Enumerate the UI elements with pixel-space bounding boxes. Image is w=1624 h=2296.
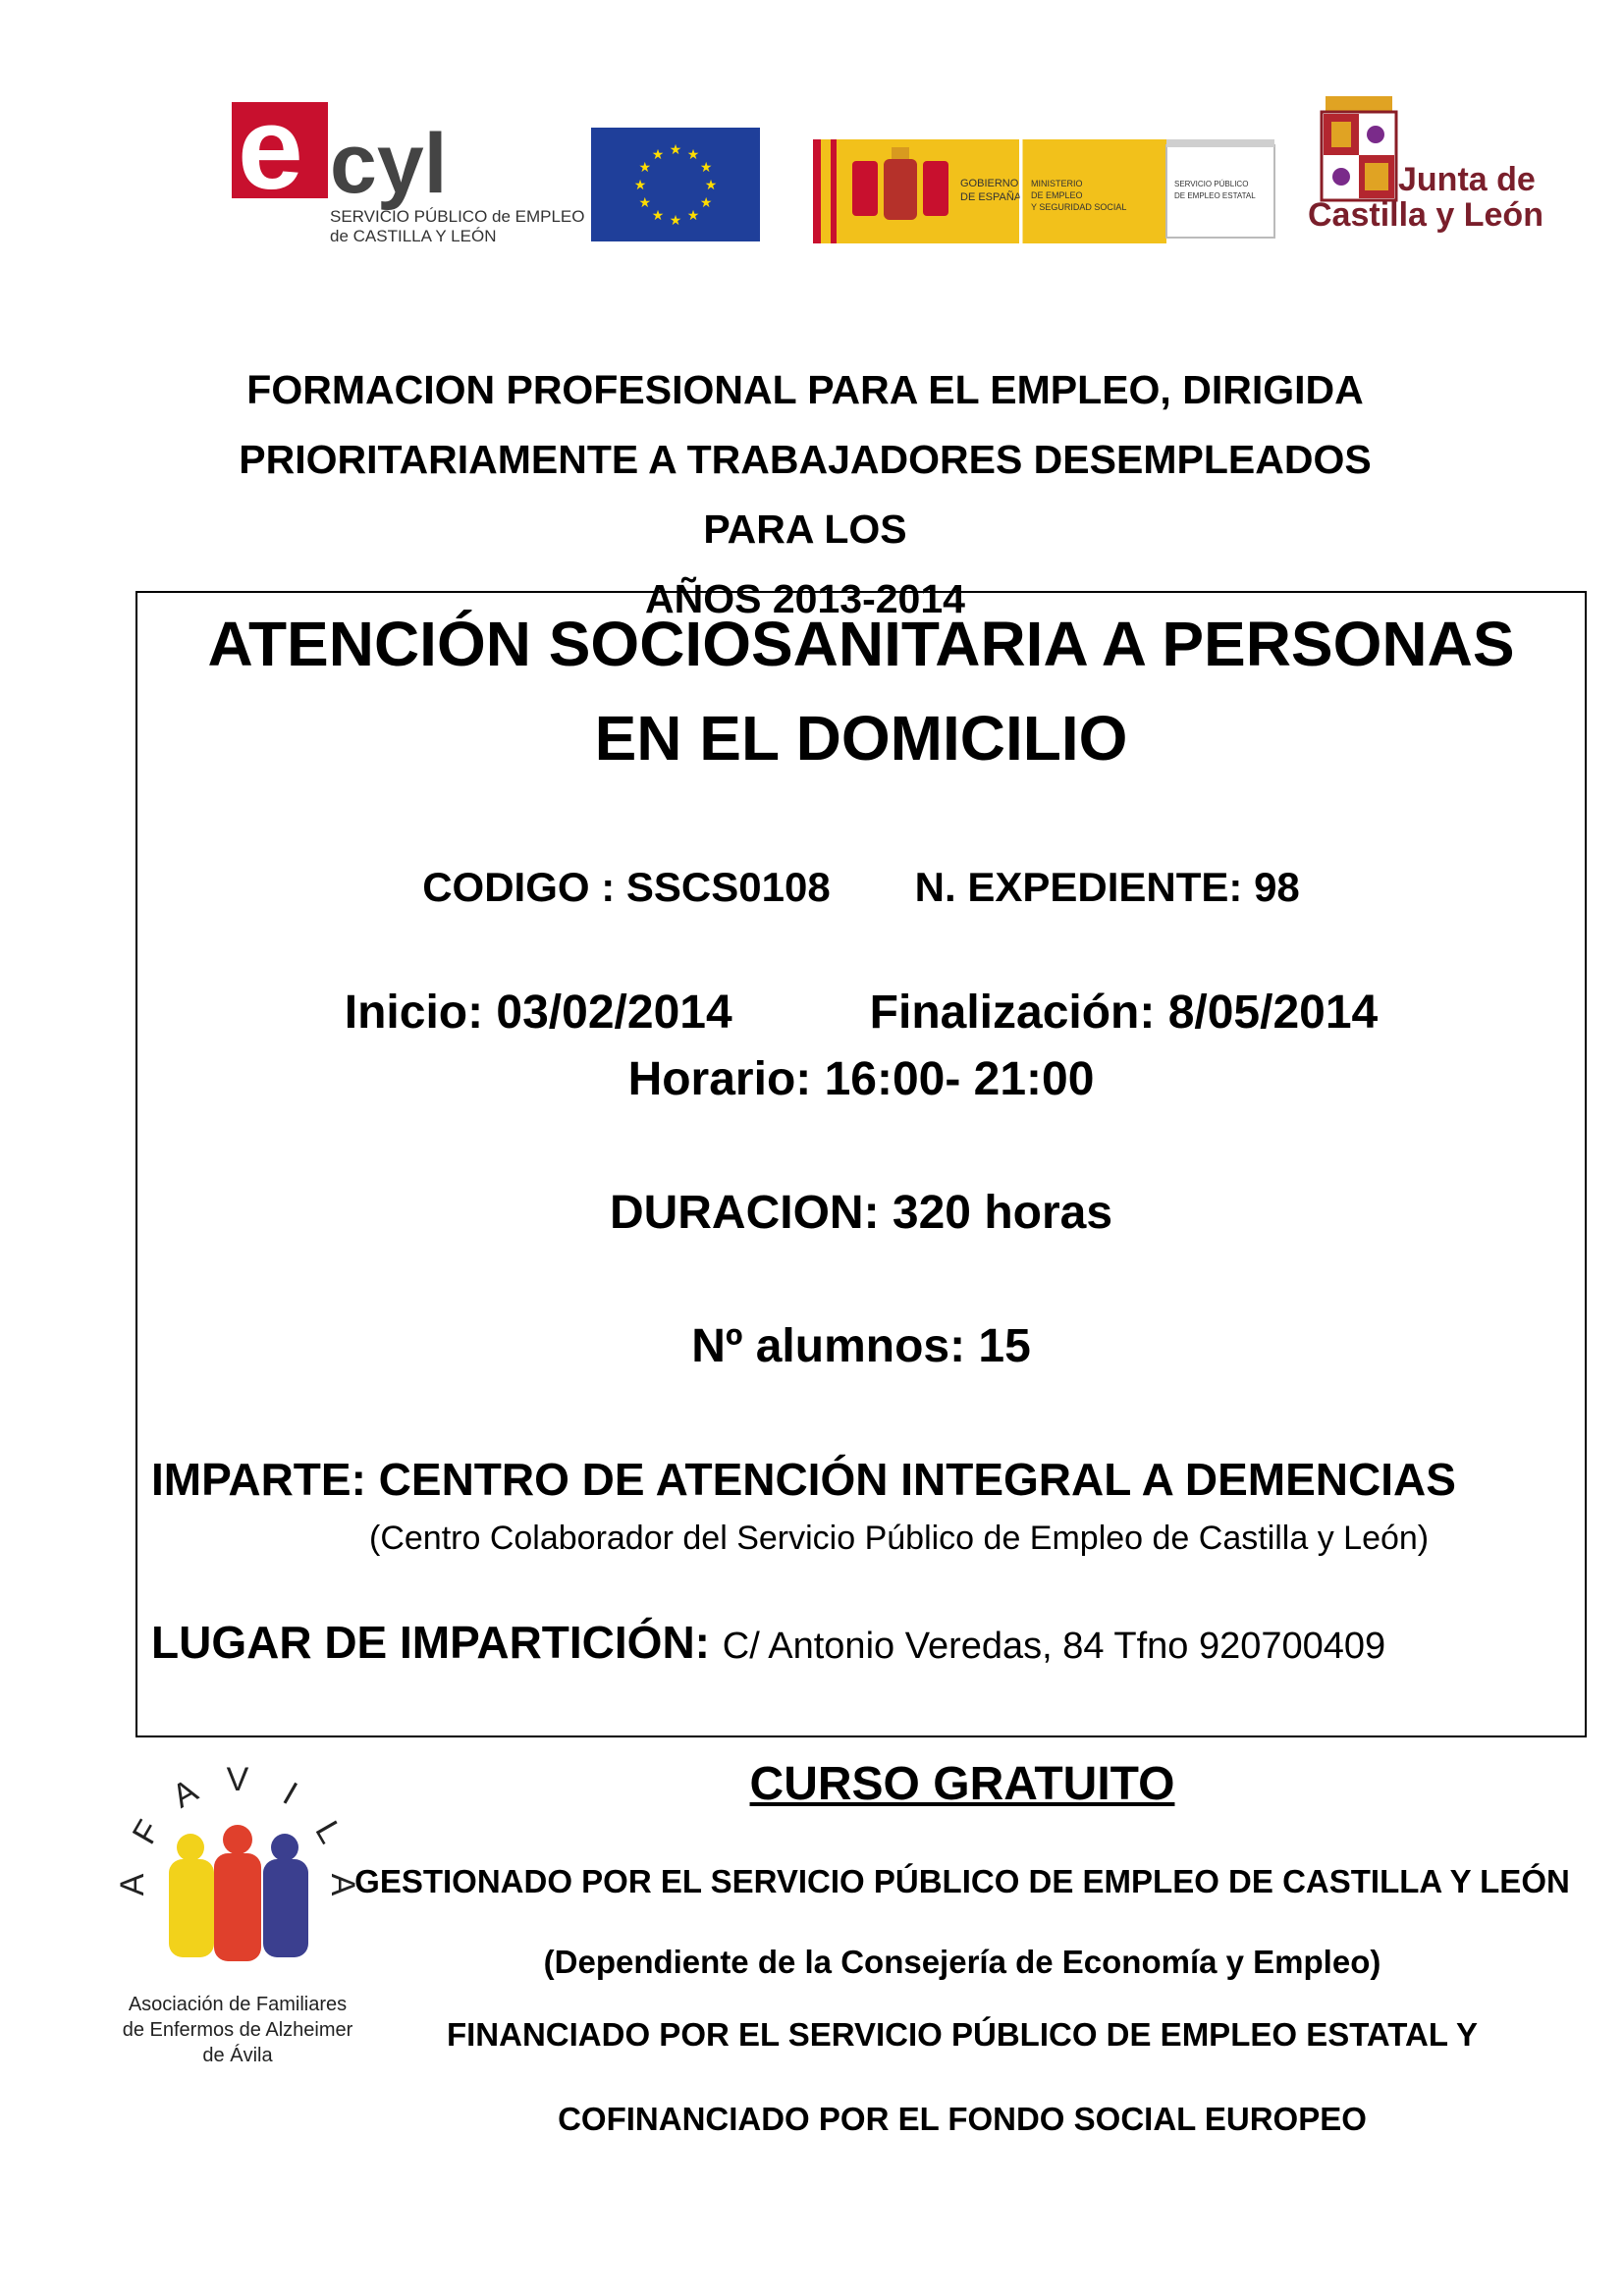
svg-text:SERVICIO PÚBLICO: SERVICIO PÚBLICO [1174, 180, 1249, 188]
ecyl-logo [232, 82, 585, 255]
free-course-title: CURSO GRATUITO [749, 1758, 1175, 1810]
eu-star-icon: ★ [686, 145, 700, 162]
ecyl-logo-mark: e [238, 82, 303, 214]
svg-text:DE ESPAÑA: DE ESPAÑA [960, 191, 1022, 203]
eu-star-icon: ★ [669, 212, 682, 228]
eu-star-icon: ★ [686, 207, 700, 224]
dates-line [137, 986, 1585, 1040]
svg-text:GOBIERNO: GOBIERNO [960, 178, 1019, 189]
afavila-arc-letter: F [125, 1814, 168, 1850]
ecyl-logo-word: cyl [330, 117, 448, 211]
junta-line-1: Junta de [1398, 161, 1536, 198]
svg-text:Y SEGURIDAD SOCIAL: Y SEGURIDAD SOCIAL [1031, 202, 1127, 212]
course-title-line-1: ATENCIÓN SOCIOSANITARIA A PERSONAS [207, 609, 1515, 679]
ecyl-logo-subtitle-2: de CASTILLA Y LEÓN [330, 227, 497, 245]
ecyl-logo-subtitle-1: SERVICIO PÚBLICO de EMPLEO [330, 207, 585, 226]
eu-star-icon: ★ [638, 194, 652, 210]
program-heading-line-1: FORMACION PROFESIONAL PARA EL EMPLEO, DIRIGIDA [246, 367, 1364, 412]
afavila-arc-letter: A [166, 1772, 204, 1816]
afavila-caption-3: de Ávila [202, 2045, 273, 2066]
program-heading-line-3: AÑOS 2013-2014 [645, 576, 965, 621]
eu-star-icon: ★ [699, 194, 713, 210]
dependent-of: (Dependiente de la Consejería de Economía y Empleo) [543, 1944, 1381, 1980]
afavila-caption-2: de Enfermos de Alzheimer [122, 2019, 353, 2041]
course-schedule: Horario: 16:00- 21:00 [627, 1053, 1095, 1105]
puzzle-people-icon [169, 1825, 308, 1961]
eu-star-icon: ★ [633, 177, 647, 192]
course-start-date: Inicio: 03/02/2014 [344, 987, 732, 1039]
location-value: C/ Antonio Veredas, 84 Tfno 920700409 [722, 1626, 1386, 1667]
afavila-arc-letter: A [114, 1873, 151, 1896]
cofinanced-by: COFINANCIADO POR EL FONDO SOCIAL EUROPEO [558, 2101, 1367, 2137]
svg-text:DE EMPLEO ESTATAL: DE EMPLEO ESTATAL [1174, 191, 1256, 200]
course-expediente: N. EXPEDIENTE: 98 [914, 864, 1300, 910]
course-code: CODIGO : SSCS0108 [422, 864, 831, 910]
eu-star-icon: ★ [651, 145, 665, 162]
svg-text:DE EMPLEO: DE EMPLEO [1031, 190, 1083, 200]
castle-lion-shield-icon [1322, 96, 1396, 200]
eu-star-icon: ★ [651, 207, 665, 224]
afavila-caption-1: Asociación de Familiares [128, 1994, 348, 2015]
course-title-line-2: EN EL DOMICILIO [594, 703, 1128, 774]
course-end-date: Finalización: 8/05/2014 [869, 987, 1379, 1039]
codes-line [137, 864, 1585, 911]
afavila-arc-letter: L [307, 1814, 350, 1850]
eu-flag-icon [591, 128, 760, 241]
provider-note: (Centro Colaborador del Servicio Público de Empleo de Castilla y León) [369, 1520, 1430, 1557]
course-location [151, 1616, 1585, 1669]
afavila-logo [114, 1757, 361, 2081]
junta-line-2: Castilla y León [1308, 196, 1543, 234]
afavila-arc-letter: V [226, 1761, 249, 1798]
eu-star-icon: ★ [704, 177, 718, 192]
financed-by: FINANCIADO POR EL SERVICIO PÚBLICO DE EMPLEO ESTATAL Y [446, 2016, 1478, 2053]
junta-castilla-leon-logo [1304, 96, 1559, 243]
course-students: Nº alumnos: 15 [691, 1320, 1031, 1372]
course-title [137, 597, 1585, 785]
eu-star-icon: ★ [699, 159, 713, 175]
eu-star-icon: ★ [669, 141, 682, 157]
afavila-arc-letter: A [324, 1873, 361, 1896]
location-label: LUGAR DE IMPARTICIÓN: [151, 1617, 711, 1668]
eu-star-icon: ★ [638, 159, 652, 175]
gobierno-espana-logo [813, 139, 1274, 243]
course-provider: IMPARTE: CENTRO DE ATENCIÓN INTEGRAL A DEMENCIAS [151, 1454, 1456, 1505]
svg-text:MINISTERIO: MINISTERIO [1031, 179, 1083, 188]
afavila-arc-letter: I [276, 1775, 304, 1813]
program-heading-line-2: PRIORITARIAMENTE A TRABAJADORES DESEMPLEADOS PARA LOS [239, 437, 1372, 552]
course-duration: DURACION: 320 horas [609, 1187, 1113, 1239]
managed-by: GESTIONADO POR EL SERVICIO PÚBLICO DE EMPLEO DE CASTILLA Y LEÓN [354, 1863, 1570, 1899]
